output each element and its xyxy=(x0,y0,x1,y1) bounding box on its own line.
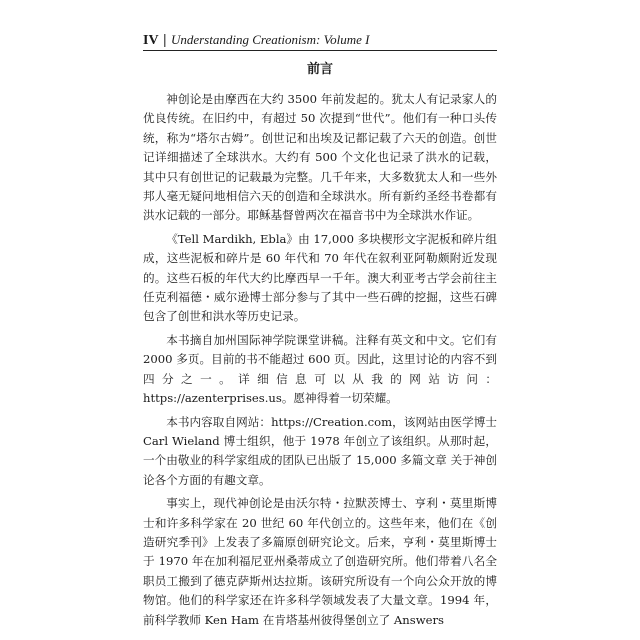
header-rule xyxy=(143,50,497,51)
chapter-title: 前言 xyxy=(306,62,333,77)
page-number: IV xyxy=(143,33,159,48)
paragraph: 事实上，现代神创论是由沃尔特・拉默茨博士、亨利・莫里斯博士和许多科学家在 20 世纪 60 年代创立的。这些年来，他们在《创造研究季刊》上发表了多篇原创研究论文。后来，亨利・莫里斯博士于 1970 年在加利福尼亚州桑蒂成立了创造研究所。他们带着八名全职员工搬到了德克萨斯州达拉斯。该研究所设有一个向公众开放的博物馆。他们的科学家还在许多科学领域发表了大量文章。1994 年，前科学教师 Ken Ham 在肯塔基州彼得堡创立了 Answers xyxy=(143,496,497,627)
header-separator: | xyxy=(162,33,167,48)
paragraph: 神创论是由摩西在大约 3500 年前发起的。犹太人有记录家人的优良传统。在旧约中，有超过 50 次提到“世代”。他们有一种口头传统，称为“塔尔古姆”。创世记和出埃及记都记载了六天的创造。创世记详细描述了全球洪水。大约有 500 个文化也记录了洪水的记载，其中只有创世记的记载最为完整。几千年来，大多数犹太人和一些外邦人毫无疑问地相信六天的创造和全球洪水。所有新约圣经书卷都有洪水记载的一部分。耶稣基督曾两次在福音书中为全球洪水作证。 xyxy=(143,92,497,223)
paragraph: 本书摘自加州国际神学院课堂讲稿。注释有英文和中文。它们有 2000 多页。目前的书不能超过 600 页。因此，这里讨论的内容不到四分之一。详细信息可以从我的网站访问：https://azenterprises.us。愿神得着一切荣耀。 xyxy=(143,332,497,406)
running-title: Understanding Creationism: Volume I xyxy=(170,32,370,47)
body-text xyxy=(143,90,497,634)
paragraph: 《Tell Mardikh, Ebla》由 17,000 多块楔形文字泥板和碎片组成，这些泥板和碎片是 60 年代和 70 年代在叙利亚阿勒颇附近发现的。这些石板的年代大约比摩西早一千年。澳大利亚考古学会前往主任克利福德・威尔逊博士部分参与了其中一些石碑的挖掘，这些石碑包含了创世和洪水等历史记录。 xyxy=(143,231,497,324)
running-header xyxy=(143,32,497,49)
paragraph: 本书内容取自网站：https://Creation.com，该网站由医学博士 Carl Wieland 博士组织，他于 1978 年创立了该组织。从那时起，一个由敬业的科学家组成的团队已出版了 15,000 多篇文章 关于神创论各个方面的有趣文章。 xyxy=(143,414,497,487)
